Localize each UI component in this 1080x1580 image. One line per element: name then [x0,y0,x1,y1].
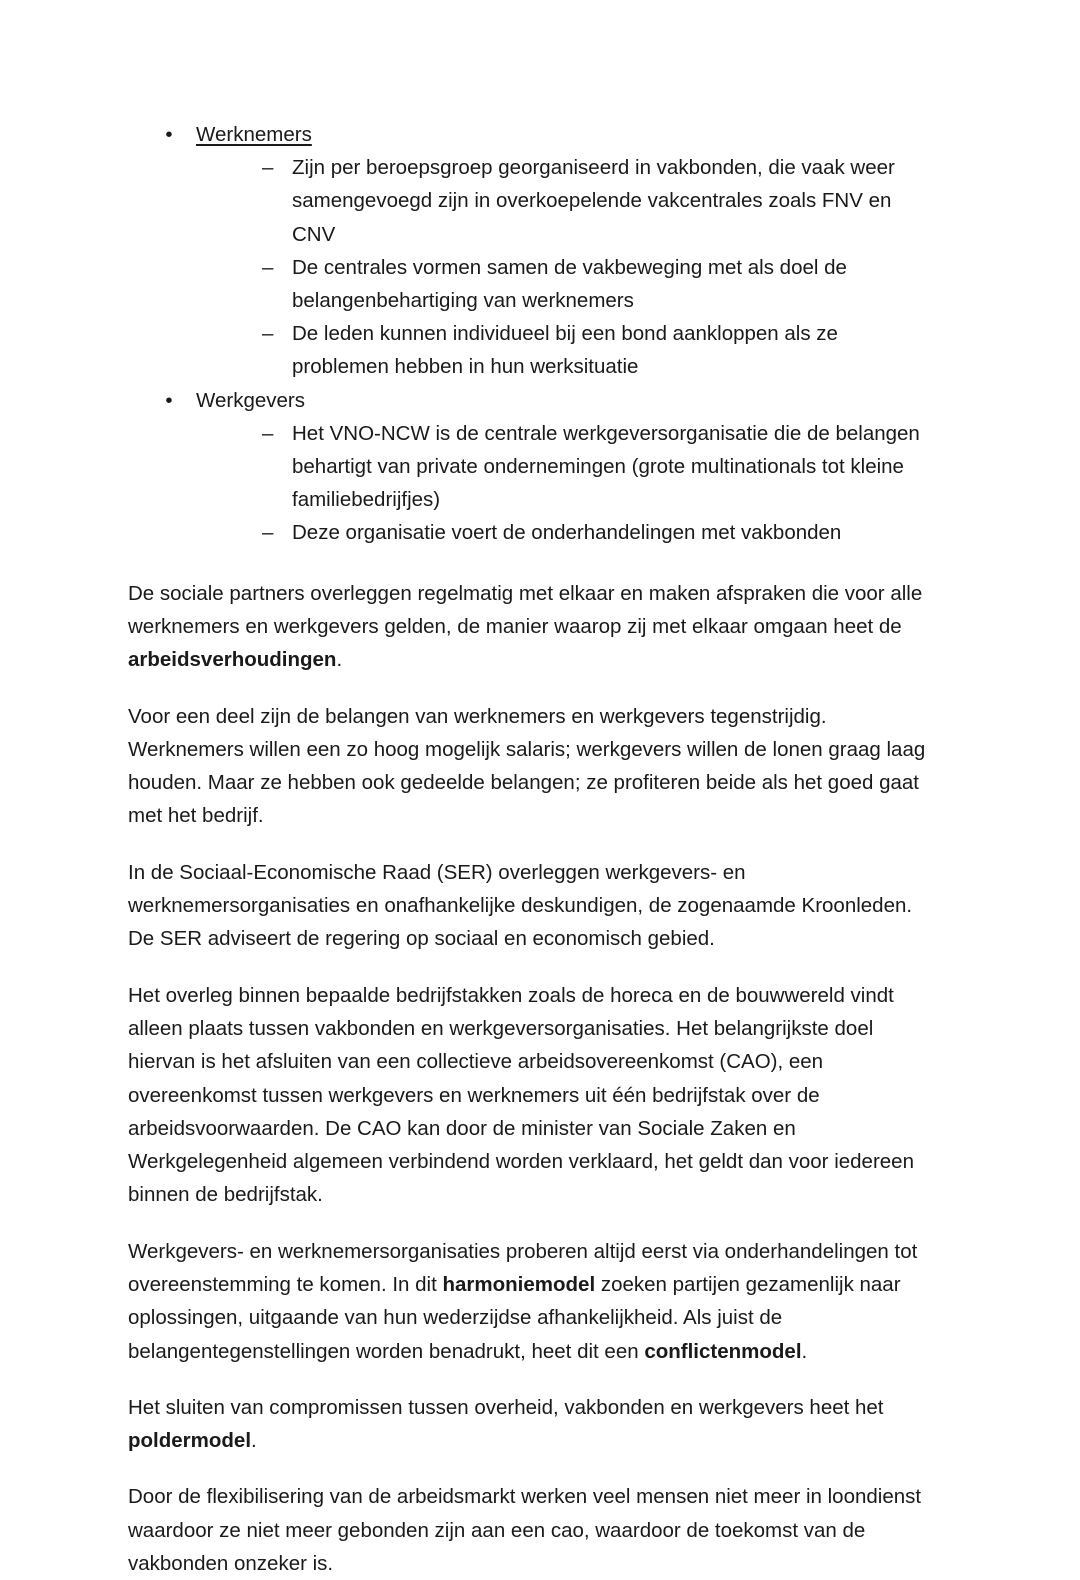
outline-list [128,118,940,550]
body-paragraph [128,1391,940,1458]
body-paragraph [128,1235,940,1368]
paragraph-text: Het overleg binnen bepaalde bedrijfstakken zoals de horeca en de bouwwereld vindt alleen plaats tussen vakbonden en werkgeversorganisaties. Het belangrijkste doel hiervan is het afsluiten van een collectieve arbeidsovereenkomst (CAO), een overeenkomst tussen werkgevers en werknemers uit één bedrijfstak over de arbeidsvoorwaarden. De CAO kan door de minister van Sociale Zaken en Werkgelegenheid algemeen verbindend worden verklaard, het geldt dan voor iedereen binnen de bedrijfstak. [128,983,914,1207]
outline-subitem-text: Deze organisatie voert de onderhandelingen met vakbonden [292,521,842,545]
outline-heading: Werkgevers [196,388,305,412]
outline-item-level1 [128,118,940,384]
outline-item-level2 [196,251,940,317]
outline-subitem-text: De leden kunnen individueel bij een bond aankloppen als ze problemen hebben in hun werksituatie [292,322,838,379]
bold-term: harmoniemodel [442,1272,596,1296]
bullet-dash-icon: – [262,322,274,346]
paragraph-text: De sociale partners overleggen regelmatig met elkaar en maken afspraken die voor alle werknemers en werkgevers gelden, de manier waarop zij met elkaar omgaan heet de [128,581,923,638]
body-paragraph [128,700,940,833]
body-paragraph [128,979,940,1212]
body-paragraph [128,1480,940,1580]
outline-subitem-text: Zijn per beroepsgroep georganiseerd in vakbonden, die vaak weer samengevoegd zijn in overkoepelende vakcentrales zoals FNV en CNV [292,156,895,246]
paragraph-text: . [251,1429,257,1453]
paragraph-text: Door de flexibilisering van de arbeidsmarkt werken veel mensen niet meer in loondienst waardoor ze niet meer gebonden zijn aan een cao, waardoor de toekomst van de vakbonden onzeker is. [128,1485,922,1576]
bold-term: arbeidsverhoudingen [128,648,337,672]
paragraph-text: In de Sociaal-Economische Raad (SER) overleggen werkgevers- en werknemersorganisaties en onafhankelijke deskundigen, de zogenaamde Kroonleden. De SER adviseert de regering op sociaal en economisch gebied. [128,860,913,951]
bold-term: poldermodel [128,1429,252,1453]
paragraph-text: Het sluiten van compromissen tussen overheid, vakbonden en werkgevers heet het [128,1395,884,1419]
paragraph-text: . [336,648,343,672]
outline-item-level1 [128,384,940,550]
outline-item-level2 [196,516,940,549]
body-paragraphs [128,577,940,1580]
outline-heading: Werknemers [196,123,312,146]
outline-subitem-text: Het VNO-NCW is de centrale werkgeversorganisatie die de belangen behartigt van private ondernemingen (grote multinationals tot kleine familiebedrijfjes) [292,421,920,512]
bullet-dot-icon: • [165,123,173,146]
outline-item-level2 [196,151,940,251]
outline-subitem-text: De centrales vormen samen de vakbeweging met als doel de belangenbehartiging van werknemers [292,255,847,313]
outline-sublist [196,417,940,550]
outline-item-level2 [196,317,940,383]
body-paragraph [128,577,940,677]
bold-term: conflictenmodel [644,1339,802,1363]
body-paragraph [128,856,940,956]
paragraph-text: zoeken partijen gezamenlijk naar oplossingen, uitgaande van hun wederzijdse afhankelijkheid. Als juist de belangentegenstellingen worden benadrukt, heet dit een [128,1272,901,1363]
bullet-dash-icon: – [262,521,274,545]
paragraph-text: Voor een deel zijn de belangen van werknemers en werkgevers tegenstrijdig. Werknemers willen een zo hoog mogelijk salaris; werkgevers willen de lonen graag laag houden. Maar ze hebben ook gedeelde belangen; ze profiteren beide als het goed gaat met het bedrijf. [128,704,926,828]
paragraph-text: Werkgevers- en werknemersorganisaties proberen altijd eerst via onderhandelingen tot overeenstemming te komen. In dit [128,1239,918,1296]
bullet-dash-icon: – [262,421,274,445]
paragraph-text: . [801,1339,808,1363]
bullet-dash-icon: – [262,255,274,279]
outline [128,118,940,550]
outline-item-level2 [196,417,940,517]
outline-sublist [196,151,940,383]
bullet-dash-icon: – [262,156,274,180]
bullet-dot-icon: • [165,388,173,412]
